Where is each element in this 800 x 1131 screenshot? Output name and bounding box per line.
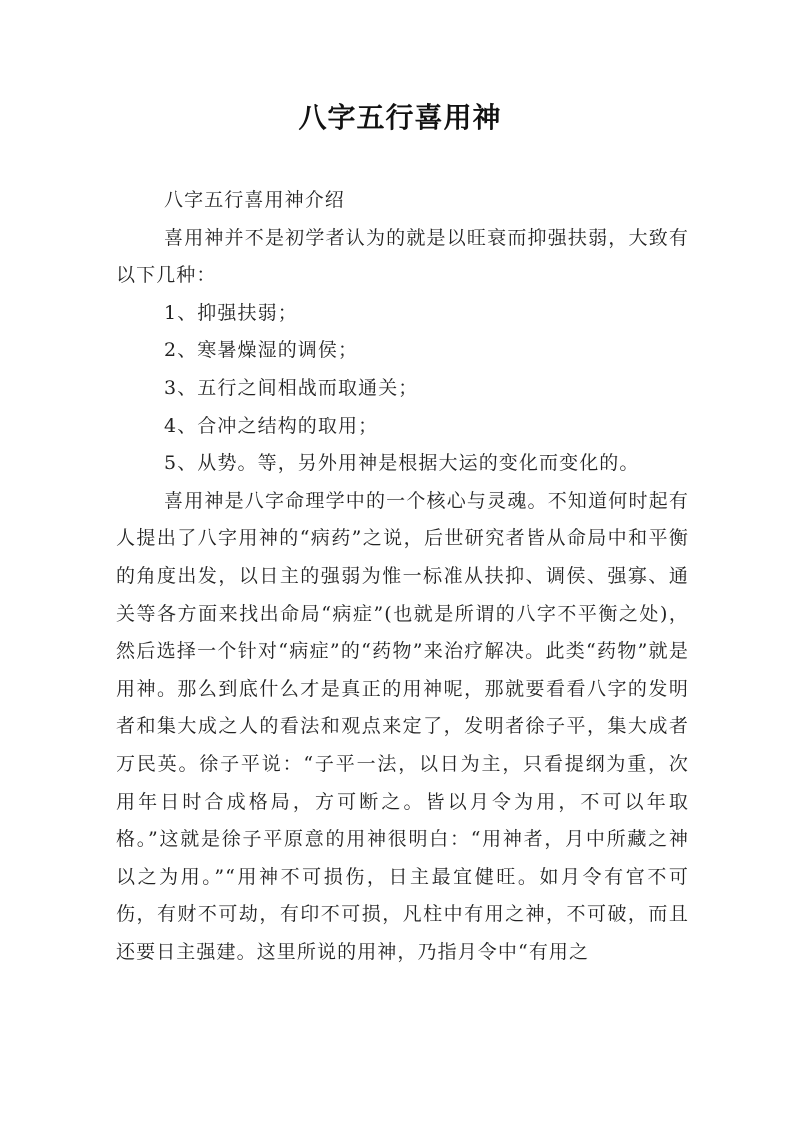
- document-body: [116, 182, 689, 971]
- paragraph-intro: 喜用神并不是初学者认为的就是以旺衰而抑强扶弱，大致有以下几种：: [116, 226, 689, 287]
- list-item-5: 5、从势。等，另外用神是根据大运的变化而变化的。: [164, 452, 640, 475]
- list-item-4: 4、合冲之结构的取用；: [164, 414, 379, 437]
- list-item-2: 2、寒暑燥湿的调侯；: [164, 339, 359, 362]
- list-item-1: 1、抑强扶弱；: [164, 301, 298, 324]
- paragraph-intro-heading: 八字五行喜用神介绍: [164, 189, 345, 211]
- list-item-3: 3、五行之间相战而取通关；: [164, 376, 419, 399]
- paragraph-main: 喜用神是八字命理学中的一个核心与灵魂。不知道何时起有人提出了八字用神的“病药”之说，后世研究者皆从命局中和平衡的角度出发，以日主的强弱为惟一标准从扶抑、调侯、强寡、通关等各方面来找出命局“病症”(也就是所谓的八字不平衡之处)，然后选择一个针对“病症”的“药物”来治疗解决。此类“药物”就是用神。那么到底什么才是真正的用神呢，那就要看看八字的发明者和集大成之人的看法和观点来定了，发明者徐子平，集大成者万民英。徐子平说：“子平一法，以日为主，只看提纲为重，次用年日时合成格局，方可断之。皆以月令为用，不可以年取格。”这就是徐子平原意的用神很明白：“用神者，月中所藏之神以之为用。”“用神不可损伤，日主最宜健旺。如月令有官不可伤，有财不可劫，有印不可损，凡柱中有用之神，不可破，而且还要日主强建。这里所说的用神，乃指月令中“有用之: [116, 489, 689, 963]
- document-title: 八字五行喜用神: [298, 101, 502, 134]
